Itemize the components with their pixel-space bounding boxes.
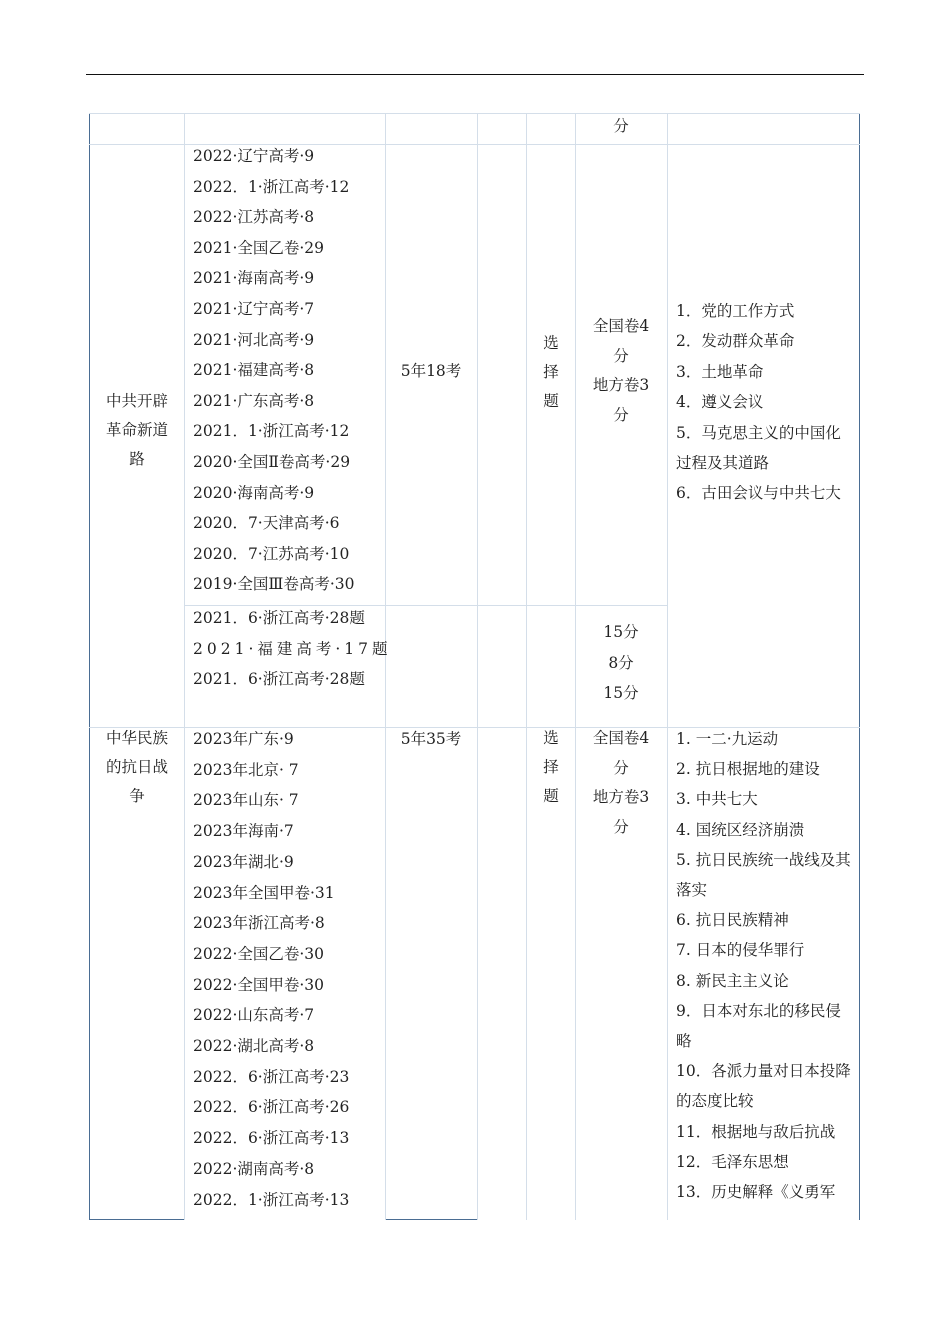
point-item: 8. 新民主主义论 [676,971,789,990]
source-item: 2023年浙江高考·8 [193,914,325,933]
col-line-2 [385,113,386,1220]
source-item: 2022．6·浙江高考·23 [193,1067,350,1086]
source-item: 2020·海南高考·9 [193,483,315,502]
source-item: 2023年山东· 7 [193,791,299,810]
col-line-4 [526,113,527,1220]
point-item: 9．日本对东北的移民侵略 [676,1001,841,1051]
source-item: 2022·辽宁高考·9 [193,147,315,165]
source-item: 2020．7·江苏高考·10 [193,544,350,563]
section2-points [676,724,854,1207]
source-item: 2021．6·浙江高考·28题 [193,609,365,627]
point-item: 6．古田会议与中共七大 [676,484,841,503]
section1-topic: 中共开辟革命新道路 [105,392,168,468]
source-item: 2021·海南高考·9 [193,269,315,288]
table-left-edge [89,113,90,1220]
source-item: 2022·山东高考·7 [193,1006,315,1025]
point-item: 1．党的工作方式 [676,302,795,320]
source-item: 2021·福建高考·17题 [193,639,392,658]
score-fragment-cell [575,113,667,144]
point-item: 4. 国统区经济崩溃 [676,820,805,839]
source-item: 2021·广东高考·8 [193,391,315,410]
score-fragment: 分 [613,117,629,135]
source-item: 2020．7·天津高考·6 [193,514,340,533]
source-item: 2022·湖南高考·8 [193,1159,315,1178]
header-rule [86,74,864,75]
row-line-top [89,113,860,114]
source-item: 2022·全国甲卷·30 [193,975,325,994]
point-item: 6. 抗日民族精神 [676,911,789,930]
source-item: 2023年湖北·9 [193,852,294,871]
source-item: 2020·全国Ⅱ卷高考·29 [193,452,351,471]
point-item: 2. 抗日根据地的建设 [676,760,820,779]
exam-analysis-table [89,113,860,1220]
source-item: 2021．6·浙江高考·28题 [193,670,365,689]
point-item: 3. 中共七大 [676,790,758,809]
source-item: 2021．1·浙江高考·12 [193,422,350,441]
source-item: 2022·江苏高考·8 [193,208,315,227]
source-item: 2022·全国乙卷·30 [193,944,325,963]
point-item: 3．土地革命 [676,362,764,381]
source-item: 2022．6·浙江高考·26 [193,1098,350,1117]
source-item: 2022．6·浙江高考·13 [193,1129,350,1148]
source-item: 2023年广东·9 [193,730,294,748]
point-item: 11．根据地与敌后抗战 [676,1122,836,1141]
source-item: 2021·河北高考·9 [193,330,315,349]
point-item: 13．历史解释《义勇军 [676,1183,836,1202]
point-item: 4．遵义会议 [676,393,764,412]
table-bottom-edge [89,1219,185,1220]
source-item: 2021·全国乙卷·29 [193,238,325,257]
source-item: 2021·福建高考·8 [193,361,315,380]
source-item: 2022．1·浙江高考·12 [193,177,350,196]
source-item: 2023年海南·7 [193,822,294,841]
section2-frequency: 5年35考 [400,730,462,748]
section1-points [676,296,852,509]
section1-subjective-scores: 15分 8分 15分 [603,623,639,703]
section1-question-type: 选择题 [543,334,559,410]
point-item: 1. 一二·九运动 [676,730,779,748]
point-item: 5. 抗日民族统一战线及其落实 [676,850,851,900]
section2-question-type: 选择题 [543,729,559,805]
section2-topic: 中华民族的抗日战争 [105,729,168,805]
table-bottom-edge-2 [385,1219,477,1220]
source-item: 2023年全国甲卷·31 [193,883,335,902]
point-item: 2．发动群众革命 [676,332,795,351]
point-item: 12．毛泽东思想 [676,1152,789,1171]
col-line-1 [184,113,185,1220]
source-item: 2019·全国Ⅲ卷高考·30 [193,575,355,594]
source-item: 2022．1·浙江高考·13 [193,1190,350,1209]
point-item: 10．各派力量对日本投降的态度比较 [676,1062,851,1111]
section1-choice-sources [193,141,383,600]
table-right-edge [859,113,860,1220]
section1-score: 全国卷4 分 地方卷3 分 [592,317,650,424]
source-item: 2021·辽宁高考·7 [193,299,315,318]
col-line-6 [667,113,668,1220]
col-line-3 [477,113,478,1220]
section2-score: 全国卷4 分 地方卷3 分 [592,729,650,836]
source-item: 2023年北京· 7 [193,760,299,779]
section1-frequency: 5年18考 [400,362,462,380]
section1-subjective-sources [193,603,392,695]
section2-sources [193,724,383,1215]
source-item: 2022·湖北高考·8 [193,1037,315,1056]
point-item: 7. 日本的侵华罪行 [676,941,805,960]
point-item: 5．马克思主义的中国化过程及其道路 [676,423,841,473]
